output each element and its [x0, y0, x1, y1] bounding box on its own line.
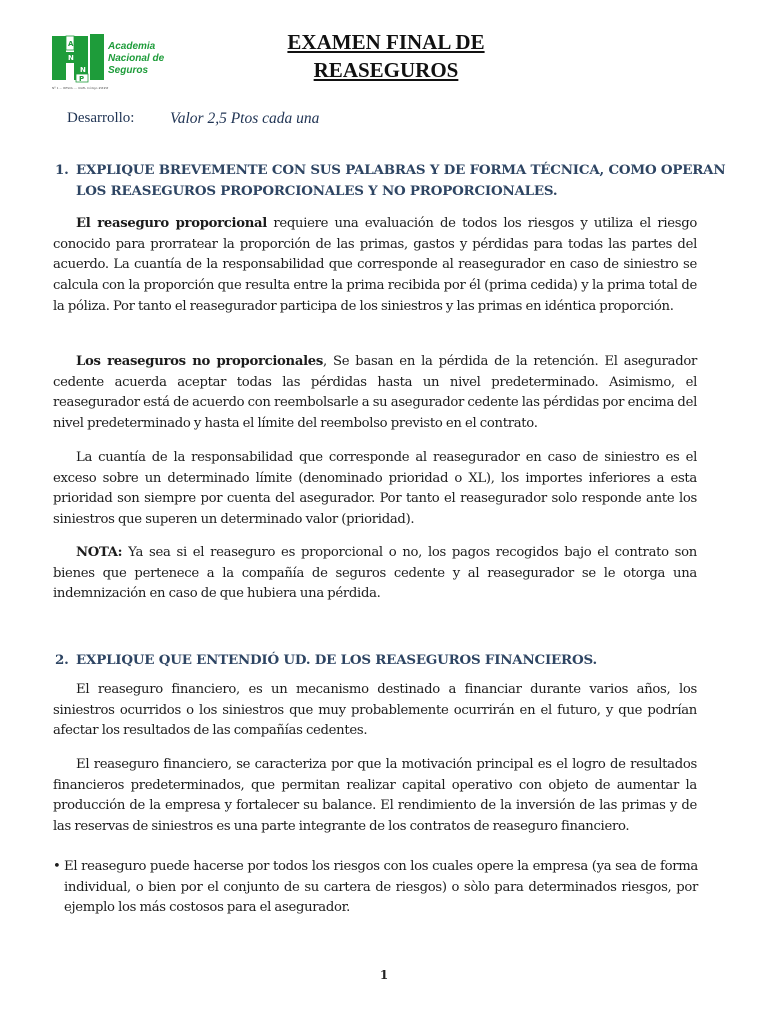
logo-letter-s: S	[68, 66, 74, 74]
answer1-paragraph-3	[53, 448, 697, 531]
answer1-paragraph-2	[53, 352, 697, 435]
page-number: 1	[379, 968, 389, 982]
bullet-text: El reaseguro puede hacerse por todos los riesgos con los cuales opere la empresa (ya sea de forma individual, o bien por el conjunto de su cartera de riesgos) o sòlo para determinados riesgos, por ejemplo los más costosos para el asegurador.	[64, 859, 698, 916]
paragraph-text: La cuantía de la responsabilidad que corresponde al reasegurador en caso de siniestro es el exceso sobre un determinado límite (denominado prioridad o XL), los importes inferiores a esta prioridad son siempre por cuenta del asegurador. Por tanto el reasegurador solo responde ante los siniestros que superen un determinado valor (prioridad).	[53, 450, 697, 528]
logo-letter-n1: N	[68, 54, 74, 62]
bullet-icon: •	[53, 859, 61, 874]
logo-letter-p: P	[79, 75, 85, 83]
bold-term: Los reaseguros no proporcionales	[76, 354, 324, 369]
title-line-1: EXAMEN FINAL DE	[287, 30, 485, 54]
section-value: Valor 2,5 Ptos cada una	[170, 110, 320, 127]
answer1-paragraph-1	[53, 214, 697, 318]
question-2	[55, 650, 727, 671]
note-label: NOTA:	[76, 545, 123, 560]
logo-letter-n2: N	[80, 66, 86, 74]
title-line-2: REASEGUROS	[313, 58, 459, 82]
bold-term: El reaseguro proporcional	[76, 216, 267, 231]
paragraph-text: , Se basan en la pérdida de la retención. El asegurador cedente acuerda aceptar todas las pérdidas hasta un nivel predeterminado. Asimismo, el reasegurador está de acuerdo con reembolsarle a su asegurador cedente las pérdidas por encima del nivel predeterminado y hasta el límite del reembolso previsto en el contrato.	[53, 354, 697, 432]
academy-logo	[52, 34, 165, 94]
logo-fine-print: Nº 1 ... RESOL ... UGEL Código ####	[52, 86, 109, 90]
answer2-paragraph-2	[53, 755, 697, 838]
bullet-item	[53, 857, 698, 919]
question-text: EXPLIQUE BREVEMENTE CON SUS PALABRAS Y DE FORMA TÉCNICA, COMO OPERAN LOS REASEGUROS PROPORCIONALES Y NO PROPORCIONALES.	[76, 162, 726, 199]
page-title	[246, 28, 526, 84]
paragraph-text: El reaseguro financiero, es un mecanismo destinado a financiar durante varios años, los siniestros ocurridos o los siniestros que muy probablemente ocurrirán en el futuro, y que podrían afectar los resultados de las compañías cedentes.	[53, 682, 697, 739]
logo-letter-a: A	[68, 40, 74, 48]
question-number: 1.	[55, 162, 69, 178]
logo-line3: Seguros	[108, 65, 149, 76]
answer2-paragraph-1	[53, 680, 697, 742]
question-1	[55, 160, 727, 202]
logo-line1: Academia	[108, 41, 156, 52]
answer1-note	[53, 543, 697, 605]
paragraph-text: requiere una evaluación de todos los riesgos y utiliza el riesgo conocido para prorratear la proporción de las primas, gastos y pérdidas para todas las partes del acuerdo. La cuantía de la responsabilidad que corresponde al reasegurador en caso de siniestro se calcula con la proporción que resulta entre la prima recibida por él (prima cedida) y la prima total de la póliza. Por tanto el reasegurador participa de los siniestros y las primas en idéntica proporción.	[53, 216, 697, 314]
paragraph-text: Ya sea si el reaseguro es proporcional o no, los pagos recogidos bajo el contrato son bienes que pertenece a la compañía de seguros cedente y al reasegurador se le otorga una indemnización en caso de que hubiera una pérdida.	[53, 545, 697, 602]
question-text: EXPLIQUE QUE ENTENDIÓ UD. DE LOS REASEGUROS FINANCIEROS.	[76, 652, 597, 668]
question-number: 2.	[55, 652, 69, 668]
section-label: Desarrollo:	[67, 110, 135, 126]
paragraph-text: El reaseguro financiero, se caracteriza por que la motivación principal es el logro de resultados financieros predeterminados, que permitan realizar capital operativo con objeto de aumentar la producción de la empresa y fortalecer su balance. El rendimiento de la inversión de las primas y de las reservas de siniestros es una parte integrante de los contratos de reaseguro financiero.	[53, 757, 697, 835]
logo-line2: Nacional de	[108, 53, 165, 64]
